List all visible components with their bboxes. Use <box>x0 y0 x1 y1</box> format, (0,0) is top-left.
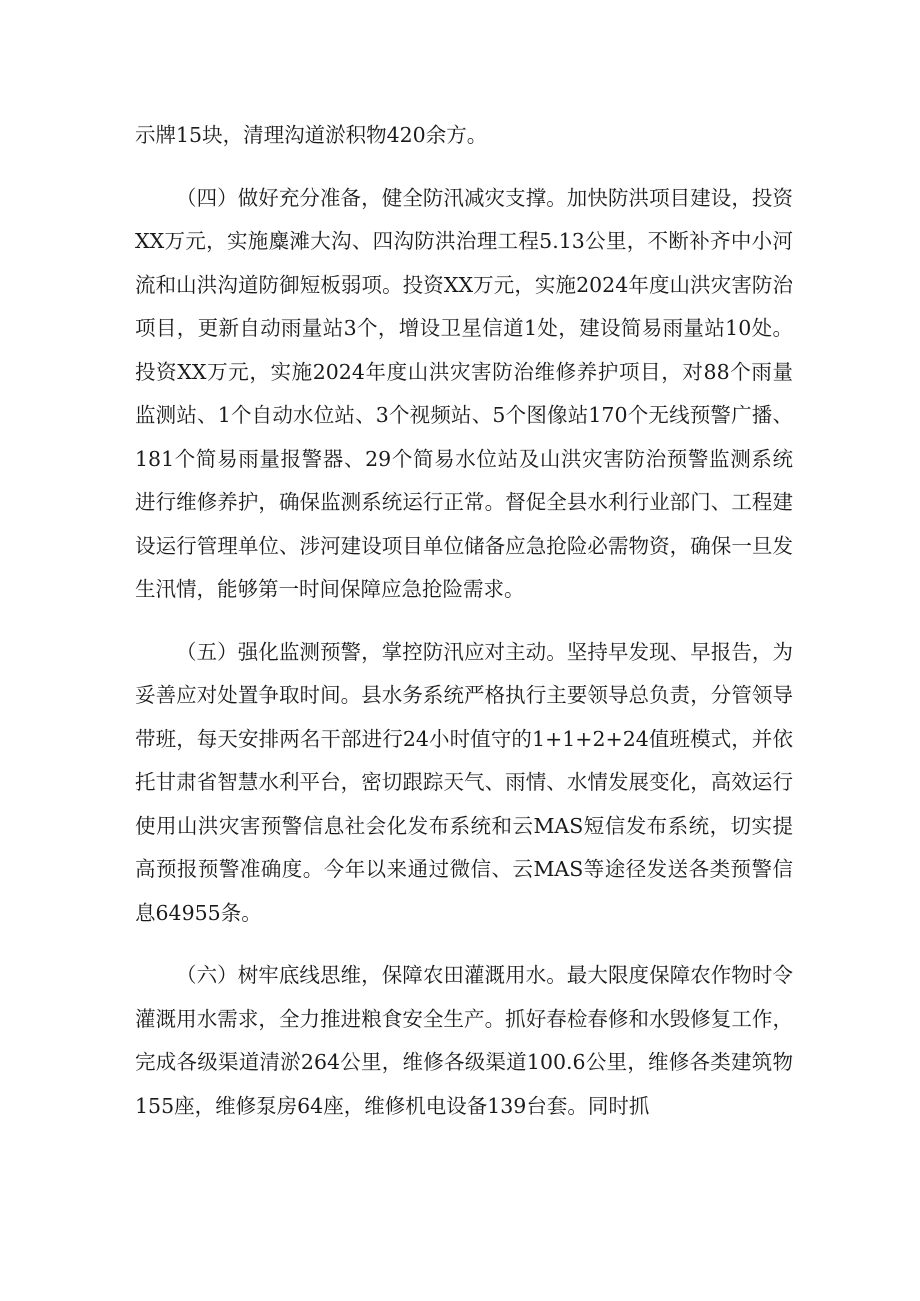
paragraph-continuation: 示牌15块，清理沟道淤积物420余方。 <box>135 123 488 147</box>
paragraph-section-four: （四）做好充分准备，健全防汛减灾支撑。加快防洪项目建设，投资XX万元，实施麋滩大沟、四沟防洪治理工程5.13公里，不断补齐中小河流和山洪沟道防御短板弱项。投资XX万元，实施2024年度山洪灾害防治项目，更新自动雨量站3个，增设卫星信道1处，建设简易雨量站10处。投资XX万元，实施2024年度山洪灾害防治维修养护项目，对88个雨量监测站、1个自动水位站、3个视频站、5个图像站170个无线预警广播、181个简易雨量报警器、29个简易水位站及山洪灾害防治预警监测系统进行维修养护，确保监测系统运行正常。督促全县水利行业部门、工程建设运行管理单位、涉河建设项目单位储备应急抢险必需物资，确保一旦发生汛情，能够第一时间保障应急抢险需求。 <box>135 185 793 601</box>
paragraph-section-five: （五）强化监测预警，掌控防汛应对主动。坚持早发现、早报告，为妥善应对处置争取时间。县水务系统严格执行主要领导总负责，分管领导带班，每天安排两名干部进行24小时值守的1+1+2+24值班模式，并依托甘肃省智慧水利平台，密切跟踪天气、雨情、水情发展变化，高效运行使用山洪灾害预警信息社会化发布系统和云MAS短信发布系统，切实提高预报预警准确度。今年以来通过微信、云MAS等途径发送各类预警信息64955条。 <box>135 639 793 925</box>
paragraph-section-six: （六）树牢底线思维，保障农田灌溉用水。最大限度保障农作物时令灌溉用水需求，全力推进粮食安全生产。抓好春检春修和水毁修复工作，完成各级渠道清淤264公里，维修各级渠道100.6公里，维修各类建筑物155座，维修泵房64座，维修机电设备139台套。同时抓 <box>135 963 793 1118</box>
document-body <box>135 114 793 1147</box>
